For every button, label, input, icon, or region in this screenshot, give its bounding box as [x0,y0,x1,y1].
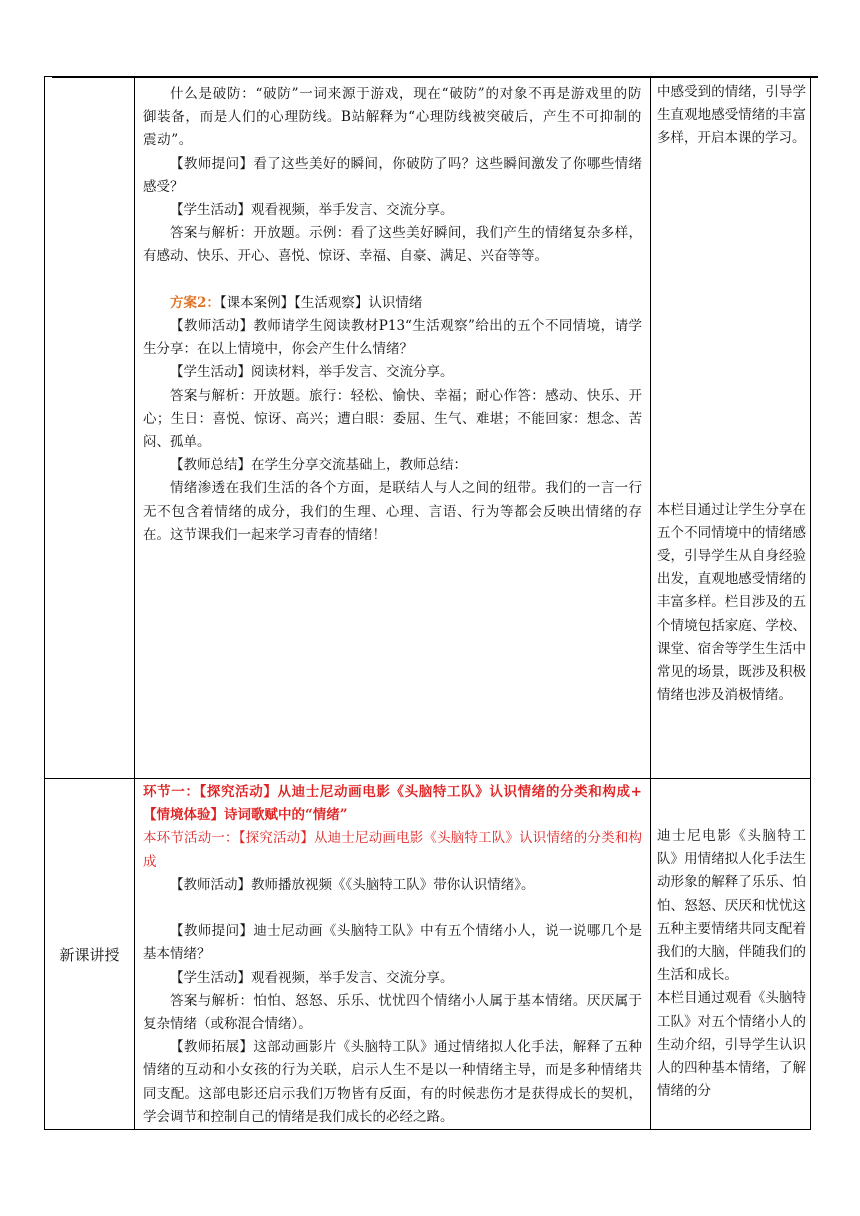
paragraph: 【教师总结】在学生分享交流基础上，教师总结： [170,457,467,474]
table-row [45,779,811,1130]
paragraph: 【学生活动】观看视频，举手发言、交流分享。 [170,202,454,219]
stage-cell [45,77,135,779]
paragraph: 【教师活动】教师请学生阅读教材P13“生活观察”给出的五个不同情境，请学生分享：在以上情境中，你会产生什么情绪？ [143,318,642,358]
spacer [657,151,806,499]
design-intent-cell [651,779,811,1130]
paragraph: 【教师提问】迪士尼动画《头脑特工队》中有五个情绪小人，说一说哪几个是基本情绪？ [143,923,642,963]
paragraph: 答案与解析：开放题。旅行：轻松、愉快、幸福；耐心作答：感动、快乐、开心；生日：喜悦、惊讶、高兴；遭白眼：委屈、生气、难堪；不能回家：想念、苦闷、孤单。 [143,387,642,451]
activity-cell [135,77,651,779]
side-note: 迪士尼电影《头脑特工队》用情绪拟人化手法生动形象的解释了乐乐、怕怕、怒怒、厌厌和忧忧这五种主要情绪共同支配着我们的大脑，伴随我们的生活和成长。 [657,828,806,984]
spacer [143,897,642,920]
plan2-title: 【课本案例】【生活观察】认识情绪 [219,294,423,311]
paragraph: 【教师提问】看了这些美好的瞬间，你破防了吗？这些瞬间激发了你哪些情绪感受？ [143,155,642,195]
lesson-plan-table [44,76,811,1130]
paragraph: 什么是破防：“破防”一词来源于游戏，现在“破防”的对象不再是游戏里的防御装备，而是人们的心理防线。B站解释为“心理防线被突破后，产生不可抑制的震动”。 [143,86,642,149]
table-row [45,77,811,779]
activity-cell [135,779,651,1130]
paragraph: 【学生活动】阅读材料，举手发言、交流分享。 [170,364,454,381]
side-note: 本栏目通过观看《头脑特工队》对五个情绪小人的生动介绍，引导学生认识人的四种基本情绪，了解情绪的分 [657,990,806,1100]
plan2-label: 方案2： [170,294,220,311]
paragraph: 【学生活动】观看视频，举手发言、交流分享。 [170,969,454,986]
plan2-heading [143,292,642,315]
side-note: 中感受到的情绪，引导学生直观地感受情绪的丰富多样，开启本课的学习。 [657,84,806,147]
subsection-heading: 本环节活动一：【探究活动】从迪士尼动画电影《头脑特工队》认识情绪的分类和构成 [143,830,642,870]
side-note: 本栏目通过让学生分享在五个不同情境中的情绪感受，引导学生从自身经验出发，直观地感受情绪的丰富多样。栏目涉及的五个情境包括家庭、学校、课堂、宿舍等学生生活中常见的场景，既涉及积极情绪也涉及消极情绪。 [657,501,806,704]
stage-cell: 新课讲授 [45,779,135,1130]
paragraph: 答案与解析：开放题。示例：看了这些美好瞬间，我们产生的情绪复杂多样，有感动、快乐、开心、喜悦、惊讶、幸福、自豪、满足、兴奋等等。 [143,225,642,265]
spacer [143,269,642,292]
paragraph: 情绪渗透在我们生活的各个方面，是联结人与人之间的纽带。我们的一言一行无不包含着情绪的成分，我们的生理、心理、言语、行为等都会反映出情绪的存在。这节课我们一起来学习青春的情绪！ [143,480,642,543]
paragraph: 【教师活动】教师播放视频《《头脑特工队》带你认识情绪》。 [170,876,535,893]
paragraph: 答案与解析：怕怕、怒怒、乐乐、忧忧四个情绪小人属于基本情绪。厌厌属于复杂情绪（或称混合情绪）。 [143,992,642,1033]
spacer [657,783,806,825]
design-intent-cell [651,77,811,779]
paragraph: 【教师拓展】这部动画影片《头脑特工队》通过情绪拟人化手法，解释了五种情绪的互动和小女孩的行为关联，启示人生不是以一种情绪主导，而是多种情绪共同支配。这部电影还启示我们万物皆有反面，有的时候悲伤才是获得成长的契机，学会调节和控制自己的情绪是我们成长的必经之路。 [143,1039,642,1125]
section-heading: 环节一：【探究活动】从迪士尼动画电影《头脑特工队》认识情绪的分类和构成+【情境体验】诗词歌赋中的“情绪” [143,784,642,824]
